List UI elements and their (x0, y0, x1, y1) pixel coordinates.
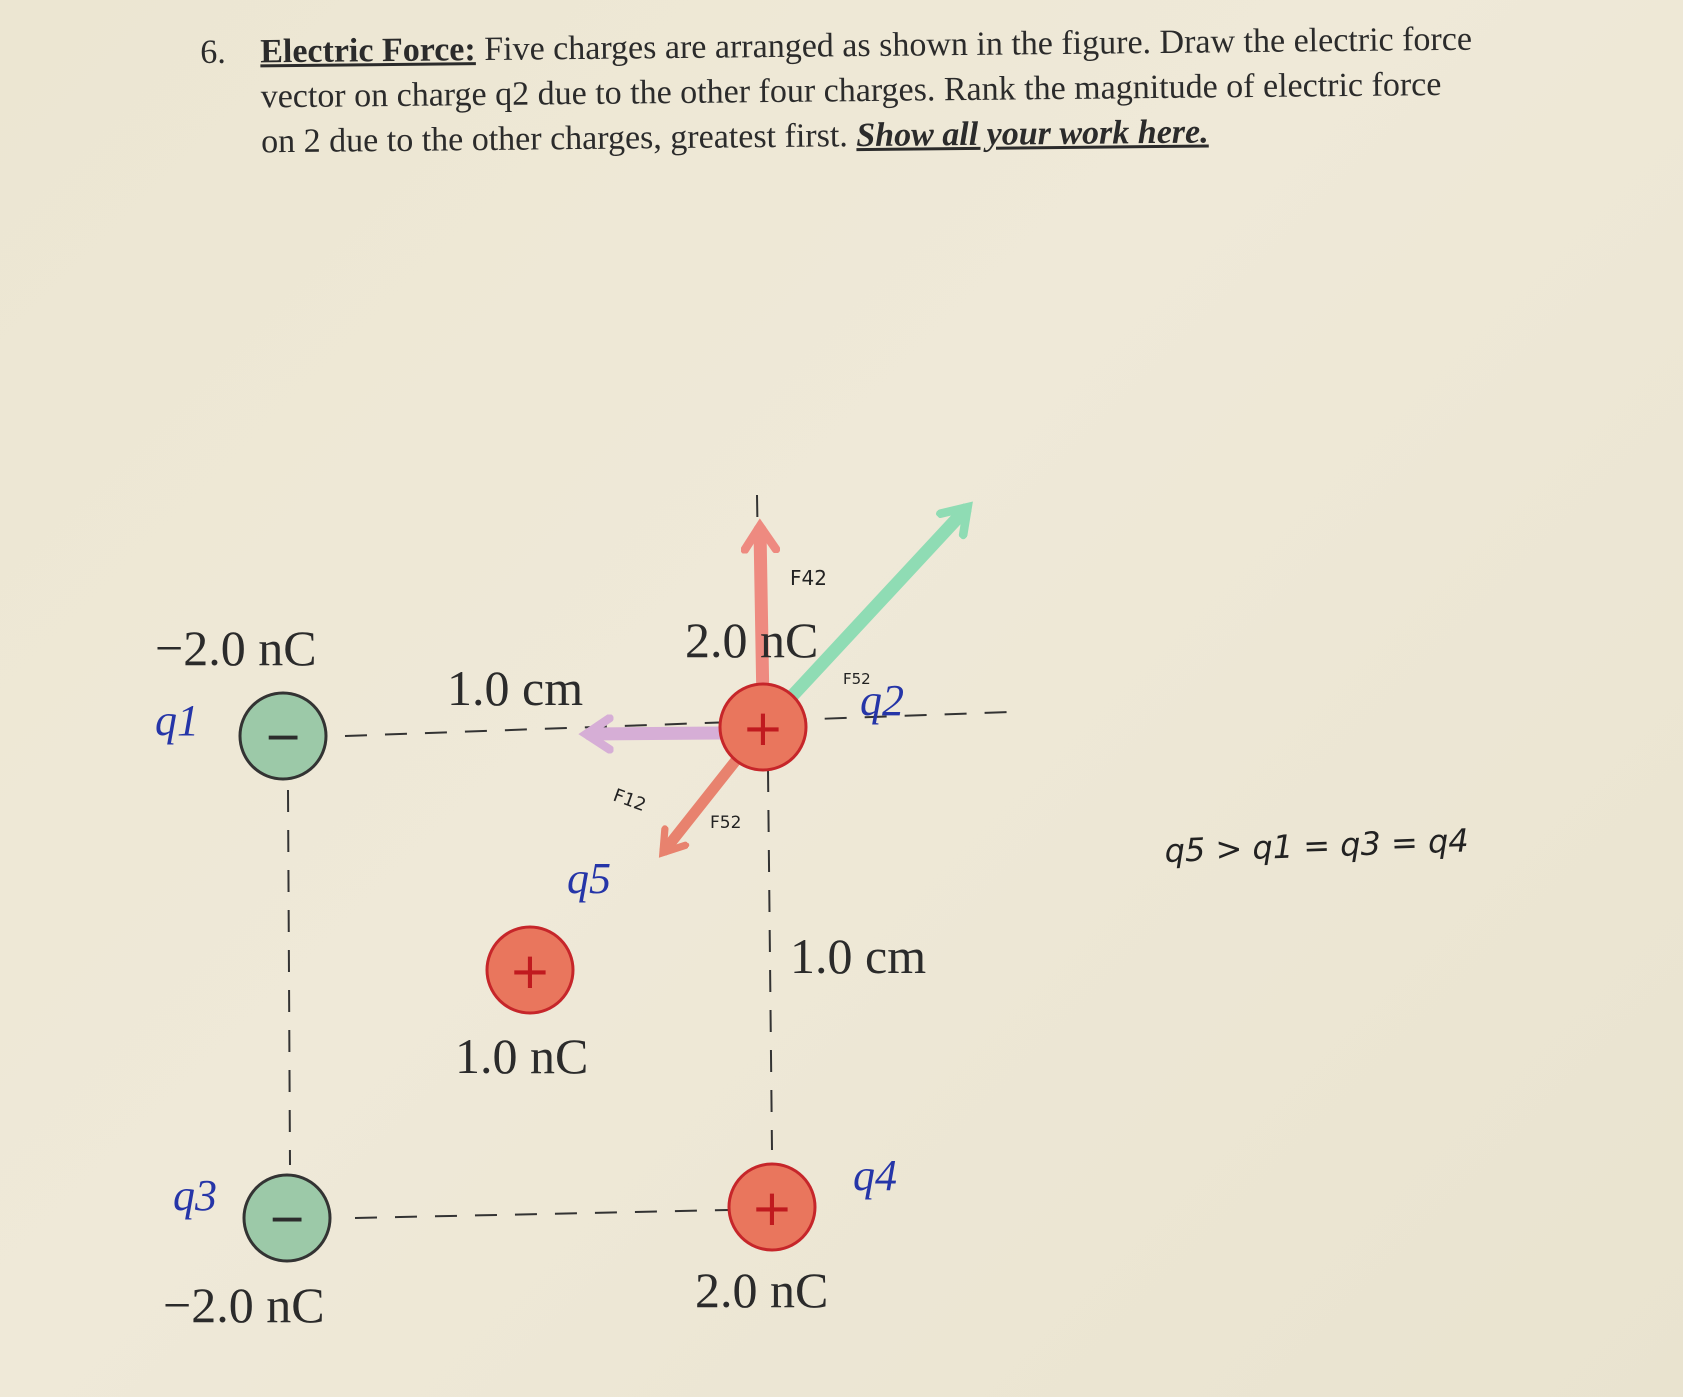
dashed-line-bottom (355, 1210, 728, 1218)
q4-name-label: q4 (853, 1151, 897, 1200)
dashed-line-left (288, 790, 290, 1165)
q3-value-label: −2.0 nC (163, 1277, 325, 1333)
q5-name-label: q5 (567, 854, 611, 903)
charge-q1-sign: − (263, 709, 303, 763)
charge-q4-sign: + (751, 1179, 793, 1237)
ranking-answer: q5 > q1 = q3 = q4 (1163, 821, 1470, 870)
q5-value-label: 1.0 nC (455, 1028, 589, 1084)
charge-q2-sign: + (742, 699, 784, 757)
charge-q1 (240, 693, 326, 779)
dashed-line-right (768, 770, 772, 1150)
question-lead: Electric Force: (260, 31, 476, 71)
f52-upper-label: F52 (843, 670, 871, 688)
distance-horizontal-label: 1.0 cm (447, 660, 584, 716)
charge-q4 (729, 1164, 815, 1250)
q4-value-label: 2.0 nC (695, 1262, 829, 1318)
f52-lower-label: F52 (710, 813, 742, 833)
q2-value-label: 2.0 nC (685, 612, 819, 668)
q3-name-label: q3 (173, 1171, 217, 1220)
q2-name-label: q2 (860, 676, 904, 725)
charge-q5-sign: + (509, 942, 551, 1000)
distance-vertical-label: 1.0 cm (790, 928, 927, 984)
charge-q2 (720, 684, 806, 770)
question-emphasis: Show all your work here. (856, 113, 1209, 155)
f42-label: F42 (790, 566, 827, 590)
arrow-f12 (590, 733, 720, 734)
question-prompt: Five charges are arranged as shown in the figure. Draw the electric force vector on charge q2 due to the other four charges. Rank the magnitude of electric force on 2 due to the other charges, greatest first. (260, 20, 1473, 161)
charge-q3 (244, 1175, 330, 1261)
question-number: 6. (200, 33, 226, 71)
q1-value-label: −2.0 nC (155, 620, 317, 676)
charge-q3-sign: − (267, 1191, 307, 1245)
charge-q5 (487, 927, 573, 1013)
q1-name-label: q1 (155, 696, 199, 745)
f12-label: F12 (610, 784, 649, 817)
